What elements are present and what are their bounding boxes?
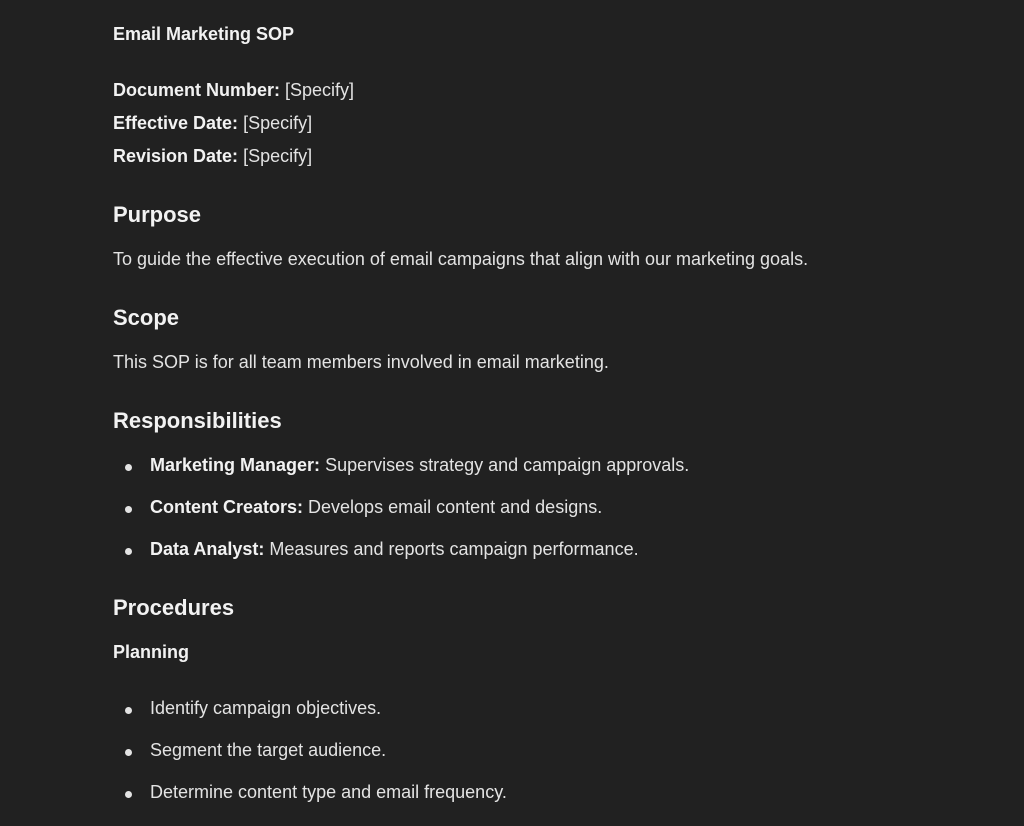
bullet-icon: [125, 506, 132, 513]
role-description: Measures and reports campaign performance.: [269, 539, 639, 559]
bullet-icon: [125, 464, 132, 471]
procedures-heading: Procedures: [113, 595, 235, 620]
meta-label: Effective Date:: [113, 113, 239, 133]
meta-label: Document Number:: [113, 80, 281, 100]
purpose-text: To guide the effective execution of email campaigns that align with our marketing goals.: [113, 249, 809, 269]
role-label: Content Creators:: [150, 497, 304, 517]
scope-heading: Scope: [113, 305, 180, 330]
meta-value: [Specify]: [285, 80, 355, 100]
document-title: Email Marketing SOP: [113, 24, 295, 44]
role-label: Marketing Manager:: [150, 455, 321, 475]
scope-text: This SOP is for all team members involved in email marketing.: [113, 352, 609, 372]
planning-heading: Planning: [113, 642, 189, 662]
meta-value: [Specify]: [243, 113, 313, 133]
meta-effective-date: [113, 113, 312, 134]
purpose-heading: Purpose: [113, 202, 202, 227]
meta-revision-date: [113, 146, 312, 167]
role-description: Supervises strategy and campaign approvals.: [325, 455, 690, 475]
role-description: Develops email content and designs.: [308, 497, 603, 517]
bullet-icon: [125, 749, 132, 756]
responsibility-text: [150, 497, 602, 518]
bullet-icon: [125, 548, 132, 555]
responsibilities-heading: Responsibilities: [113, 408, 282, 433]
bullet-icon: [125, 791, 132, 798]
role-label: Data Analyst:: [150, 539, 265, 559]
bullet-icon: [125, 707, 132, 714]
meta-value: [Specify]: [243, 146, 313, 166]
planning-item-text: Segment the target audience.: [150, 740, 387, 760]
responsibility-text: [150, 539, 639, 560]
meta-label: Revision Date:: [113, 146, 239, 166]
meta-document-number: [113, 80, 354, 101]
planning-item-text: Identify campaign objectives.: [150, 698, 382, 718]
planning-item-text: Determine content type and email frequency.: [150, 782, 507, 802]
responsibility-text: [150, 455, 689, 476]
